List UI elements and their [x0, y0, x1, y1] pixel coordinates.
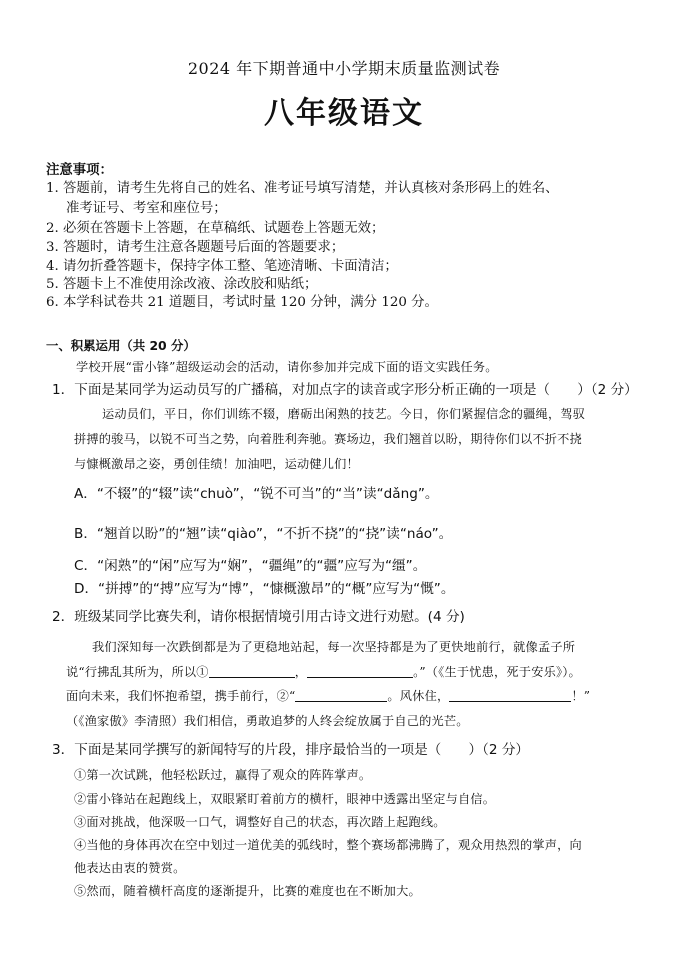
question-1-option-b: B．“翘首以盼”的“翘”读“qiào”，“不折不挠”的“挠”读“náo”。 [74, 526, 453, 542]
answer-blank[interactable] [307, 664, 413, 678]
question-2-text: ！” [571, 689, 591, 703]
answer-blank[interactable] [449, 688, 571, 702]
question-2-text: 面向未来，我们怀抱希望，携手前行，②“ [66, 689, 296, 703]
question-3-stem: 3．下面是某同学撰写的新闻特写的片段，排序最恰当的一项是（ ）（2 分） [52, 742, 530, 758]
section-intro: 学校开展“雷小锋”超级运动会的活动，请你参加并完成下面的语文实践任务。 [76, 360, 498, 374]
notes-heading: 注意事项： [46, 163, 113, 178]
question-3-item: ③面对挑战，他深吸一口气，调整好自己的状态，再次踏上起跑线。 [74, 815, 446, 829]
notes-item: 5. 答题卡上不准使用涂改液、涂改胶和贴纸； [46, 277, 318, 292]
question-1-option-c: C．“闲熟”的“闲”应写为“娴”，“疆绳”的“疆”应写为“缰”。 [74, 558, 427, 574]
question-2-text: 。风休住， [387, 689, 450, 703]
question-2-text: 说“行拂乱其所为，所以① [66, 665, 209, 679]
question-2-text: ， [294, 665, 308, 679]
question-2-line: 我们深知每一次跌倒都是为了更稳地站起，每一次坚持都是为了更快地前行，就像孟子所 [92, 640, 576, 654]
question-3-item: ④当他的身体再次在空中划过一道优美的弧线时，整个赛场都沸腾了，观众用热烈的掌声，向 [74, 838, 582, 852]
notes-item: 6. 本学科试卷共 21 道题目，考试时量 120 分钟，满分 120 分。 [46, 295, 438, 310]
question-1-stem: 1．下面是某同学为运动员写的广播稿，对加点字的读音或字形分析正确的一项是（ ）（2 分） [52, 382, 638, 398]
question-2-stem: 2．班级某同学比赛失利，请你根据情境引用古诗文进行劝慰。(4 分) [52, 609, 465, 625]
question-1-option-a: A．“不辍”的“辍”读“chuò”，“锐不可当”的“当”读“dǎng”。 [74, 486, 439, 502]
answer-blank[interactable] [209, 664, 295, 678]
question-3-item: ①第一次试跳，他轻松跃过，赢得了观众的阵阵掌声。 [74, 768, 372, 782]
question-3-item: 他表达由衷的赞赏。 [74, 861, 186, 875]
notes-item: 1. 答题前，请考生先将自己的姓名、准考证号填写清楚，并认真核对条形码上的姓名、 [46, 181, 559, 196]
notes-item: 3. 答题时，请考生注意各题题号后面的答题要求； [46, 240, 345, 255]
question-1-option-d: D．“拼搏”的“搏”应写为“博”，“慷概激昂”的“概”应写为“慨”。 [74, 581, 455, 597]
answer-blank[interactable] [295, 688, 387, 702]
notes-item: 4. 请勿折叠答题卡，保持字体工整、笔迹清晰、卡面清洁； [46, 259, 398, 274]
question-3-item: ⑤然而，随着横杆高度的逐渐提升，比赛的难度也在不断加大。 [74, 884, 421, 898]
notes-item: 准考证号、考室和座位号； [66, 201, 227, 216]
question-1-passage: 运动员们，平日，你们训练不辍，磨砺出闲熟的技艺。今日，你们紧握信念的疆绳，驾驭 [102, 407, 586, 421]
question-1-passage: 与慷概激昂之姿，勇创佳绩！加油吧，运动健儿们！ [74, 457, 359, 471]
question-1-passage: 拼搏的骏马，以锐不可当之势，向着胜利奔驰。赛场边，我们翘首以盼，期待你们以不折不挠 [74, 432, 582, 446]
question-2-line: （《渔家傲》李清照）我们相信，勇敢追梦的人终会绽放属于自己的光芒。 [66, 714, 469, 728]
notes-item: 2. 必须在答题卡上答题，在草稿纸、试题卷上答题无效； [46, 221, 385, 236]
question-3-item: ②雷小锋站在起跑线上，双眼紧盯着前方的横杆，眼神中透露出坚定与自信。 [74, 792, 496, 806]
question-2-line [66, 663, 581, 681]
exam-title: 八年级语文 [264, 96, 424, 131]
question-2-line [66, 687, 590, 705]
exam-subtitle: 2024 年下期普通中小学期末质量监测试卷 [187, 59, 501, 78]
question-2-text: 。”（《生于忧患，死于安乐》）。 [413, 665, 581, 679]
section-heading: 一、积累运用（共 20 分） [46, 338, 196, 353]
